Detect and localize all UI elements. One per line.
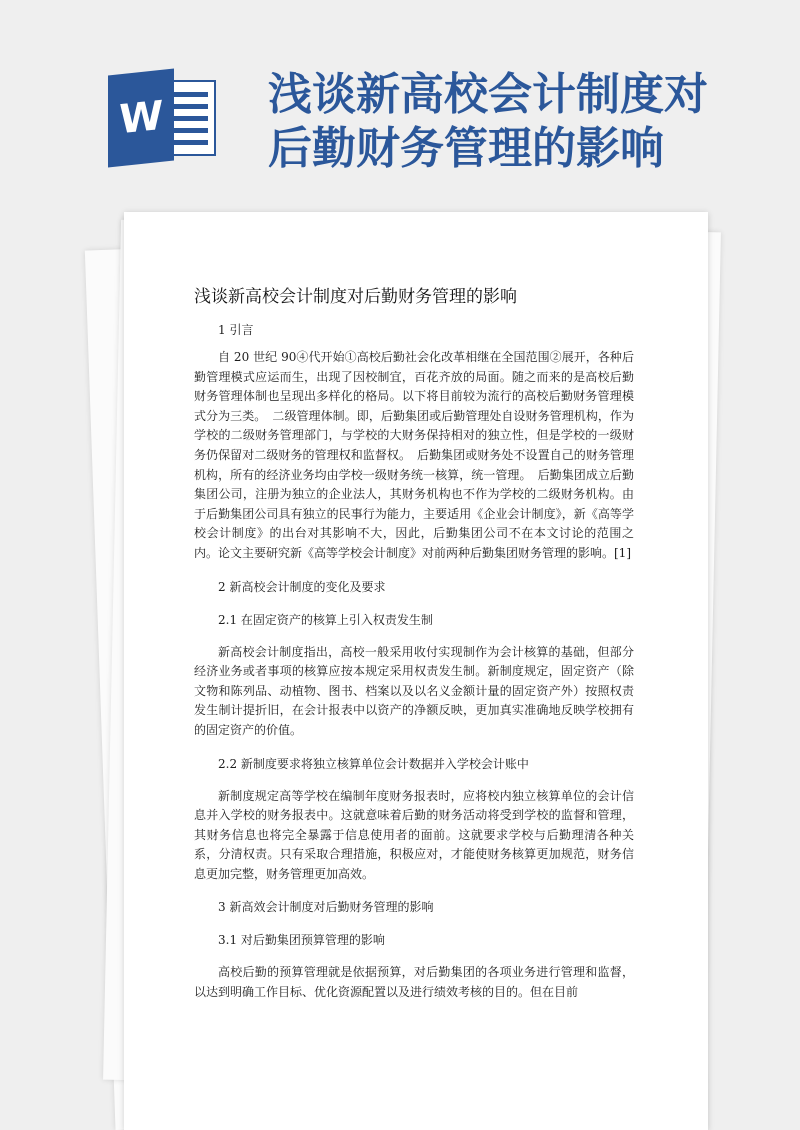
section-heading-1: 1 引言 <box>218 323 254 337</box>
word-logo-badge: W <box>108 69 174 168</box>
paragraph-3-1: 高校后勤的预算管理就是依据预算，对后勤集团的各项业务进行管理和监督，以达到明确工作目标、优化资源配置以及进行绩效考核的目的。但在目前 <box>194 965 634 1000</box>
subsection-heading-2-2: 2.2 新制度要求将独立核算单位会计数据并入学校会计账中 <box>218 756 529 771</box>
section-heading-2: 2 新高校会计制度的变化及要求 <box>218 579 386 594</box>
paragraph-2-1: 新高校会计制度指出，高校一般采用收付实现制作为会计核算的基础，但部分经济业务或者事项的核算应按本规定采用权责发生制。新制度规定，固定资产（除文物和陈列品、动植物、图书、档案以及以名义金额计量的固定资产外）按照权责发生制计提折旧，在会计报表中以资产的净额反映，更加真实准确地反映学校拥有的固定资产的价值。 <box>194 644 634 737</box>
section-heading-3: 3 新高效会计制度对后勤财务管理的影响 <box>218 900 434 915</box>
paragraph-intro: 自 20 世纪 90④代开始①高校后勤社会化改革相继在全国范围②展开，各种后勤管理模式应运而生，出现了因校制宜，百花齐放的局面。随之而来的是高校后勤财务管理体制也呈现出多样化的格局。以下将目前较为流行的高校后勤财务管理模式分为三类。 二级管理体制。即，后勤集团或后勤管理处自设财务管理机构，作为学校的二级财务管理部门，与学校的大财务保持相对的独立性，但是学校的一级财务仍保留对二级财务的管理权和监督权。 后勤集团或财务处不设置自己的财务管理机构，所有的经济业务均由学校一级财务统一核算，统一管理。 后勤集团成立后勤集团公司，注册为独立的企业法人，其财务机构也不作为学校的二级财务机构。由于后勤集团公司具有独立的民事行为能力，主要适用《企业会计制度》，新《高等学校会计制度》的出台对其影响不大，因此，后勤集团公司不在本文讨论的范围之内。论文主要研究新《高等学校会计制度》对前两种后勤集团财务管理的影响。[1] <box>194 350 634 560</box>
paragraph-2-2: 新制度规定高等学校在编制年度财务报表时，应将校内独立核算单位的会计信息并入学校的财务报表中。这就意味着后勤的财务活动将受到学校的监督和管理，其财务信息也将完全暴露于信息使用者的面前。这就要求学校与后勤理清各种关系，分清权责。只有采取合理措施，积极应对，才能使财务核算更加规范，财务信息更加完整，财务管理更加高效。 <box>194 788 634 881</box>
document-page <box>124 212 708 1130</box>
banner-title-line1: 浅谈新高校会计制度对 <box>268 69 708 120</box>
banner-title-line2: 后勤财务管理的影响 <box>268 123 664 174</box>
subsection-heading-2-1: 2.1 在固定资产的核算上引入权责发生制 <box>218 612 433 627</box>
subsection-heading-3-1: 3.1 对后勤集团预算管理的影响 <box>218 933 385 948</box>
word-document-icon <box>108 72 218 164</box>
document-body <box>194 320 634 1003</box>
document-title: 浅谈新高校会计制度对后勤财务管理的影响 <box>194 287 517 307</box>
banner-header <box>0 0 800 200</box>
banner-title <box>268 68 738 176</box>
